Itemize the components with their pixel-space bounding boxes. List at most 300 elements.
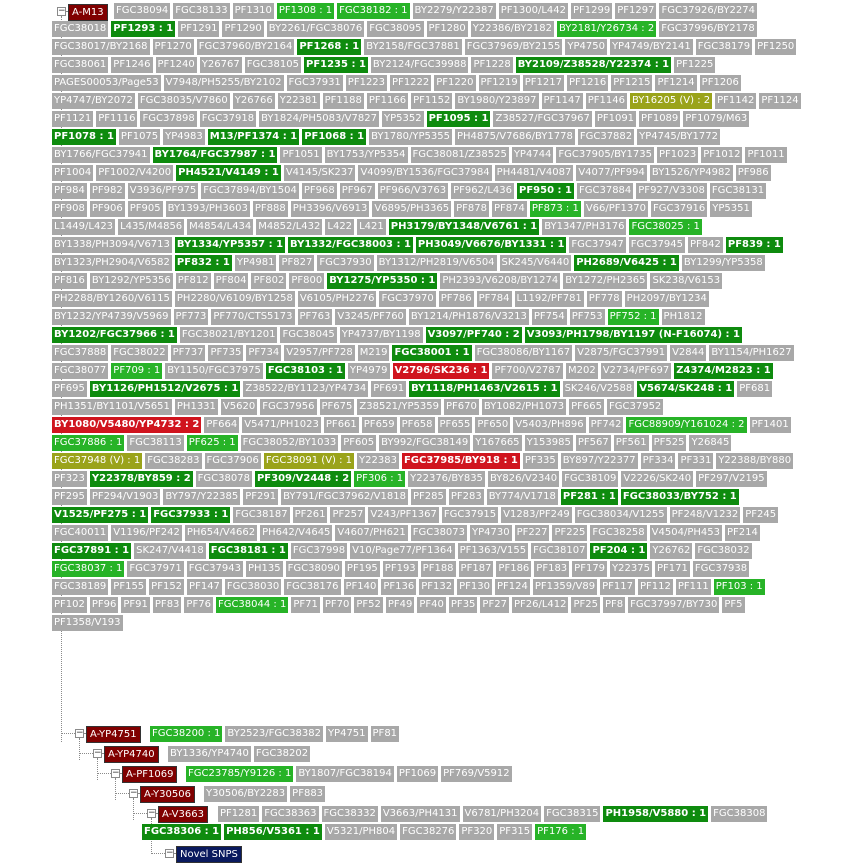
snp-chip[interactable] [324, 417, 359, 433]
snp-chip[interactable] [561, 453, 638, 469]
snp-chip[interactable] [459, 561, 494, 577]
snp-chip[interactable] [587, 291, 622, 307]
snp-chip[interactable] [288, 237, 413, 253]
collapse-toggle-icon[interactable]: − [130, 788, 138, 798]
snp-chip[interactable] [52, 237, 172, 253]
snp-chip[interactable] [52, 399, 172, 415]
snp-chip[interactable] [52, 129, 116, 145]
snp-chip[interactable] [630, 93, 712, 109]
snp-chip[interactable] [563, 381, 635, 397]
snp-chip[interactable] [134, 543, 206, 559]
snp-chip[interactable] [411, 525, 467, 541]
snp-chip[interactable] [187, 579, 222, 595]
snp-chip[interactable] [533, 579, 597, 595]
snp-chip[interactable] [750, 417, 791, 433]
snp-chip[interactable] [149, 579, 184, 595]
snp-chip[interactable] [408, 471, 485, 487]
snp-chip[interactable] [397, 766, 438, 782]
snp-chip[interactable] [449, 489, 484, 505]
snp-chip[interactable] [576, 435, 611, 451]
snp-chip[interactable] [280, 327, 336, 343]
snp-chip[interactable] [678, 453, 713, 469]
snp-chip[interactable] [603, 806, 708, 822]
snp-chip[interactable] [726, 237, 783, 253]
snp-chip[interactable] [530, 201, 581, 217]
snp-chip[interactable] [439, 291, 474, 307]
snp-chip[interactable] [556, 147, 654, 163]
snp-chip[interactable] [615, 3, 656, 19]
snp-chip[interactable] [714, 579, 765, 595]
snp-chip[interactable] [571, 597, 600, 613]
snp-chip[interactable] [531, 543, 587, 559]
snp-chip[interactable] [392, 345, 471, 361]
snp-chip[interactable] [322, 806, 378, 822]
snp-chip[interactable] [320, 399, 355, 415]
snp-chip[interactable] [725, 525, 760, 541]
collapse-toggle-icon[interactable]: − [58, 6, 66, 16]
collapse-toggle-icon[interactable]: − [94, 748, 102, 758]
snp-chip[interactable] [372, 201, 451, 217]
snp-chip[interactable] [174, 309, 209, 325]
snp-chip[interactable] [119, 129, 160, 145]
snp-chip[interactable] [357, 453, 399, 469]
snp-chip[interactable] [216, 597, 288, 613]
snp-chip[interactable] [279, 255, 314, 271]
snp-chip[interactable] [246, 561, 283, 577]
snp-chip[interactable] [371, 381, 406, 397]
snp-chip[interactable] [636, 183, 707, 199]
snp-chip[interactable] [426, 327, 522, 343]
snp-chip[interactable] [317, 255, 373, 271]
snp-chip[interactable] [650, 525, 722, 541]
snp-chip[interactable] [371, 57, 469, 73]
snp-chip[interactable] [341, 435, 376, 451]
snp-chip[interactable] [381, 579, 416, 595]
snp-chip[interactable] [289, 273, 324, 289]
snp-chip[interactable] [688, 237, 723, 253]
snp-chip[interactable] [393, 363, 490, 379]
snp-chip[interactable] [233, 93, 275, 109]
snp-chip[interactable] [676, 579, 711, 595]
snp-chip[interactable] [382, 111, 424, 127]
snp-chip[interactable] [111, 363, 162, 379]
snp-chip[interactable] [477, 291, 512, 307]
snp-chip[interactable] [557, 21, 656, 37]
snp-chip[interactable] [325, 824, 397, 840]
snp-chip[interactable] [208, 129, 299, 145]
snp-chip[interactable] [419, 579, 454, 595]
snp-chip[interactable] [695, 543, 751, 559]
snp-chip[interactable] [346, 75, 387, 91]
snp-chip[interactable] [449, 597, 478, 613]
snp-chip[interactable] [52, 597, 87, 613]
snp-chip[interactable] [601, 363, 672, 379]
snp-chip[interactable] [173, 3, 229, 19]
snp-chip[interactable] [659, 3, 757, 19]
snp-chip[interactable] [589, 417, 624, 433]
snp-chip[interactable] [745, 147, 786, 163]
snp-chip[interactable] [330, 507, 365, 523]
snp-chip[interactable] [500, 255, 572, 271]
snp-chip[interactable] [277, 3, 334, 19]
snp-chip[interactable] [175, 291, 295, 307]
snp-chip[interactable] [298, 309, 333, 325]
snp-chip[interactable] [657, 147, 698, 163]
snp-chip[interactable] [176, 165, 281, 181]
snp-chip[interactable] [475, 417, 510, 433]
snp-chip[interactable] [325, 147, 408, 163]
snp-chip[interactable] [607, 399, 663, 415]
snp-chip[interactable] [327, 273, 437, 289]
snp-chip[interactable] [90, 489, 161, 505]
snp-chip[interactable] [337, 3, 409, 19]
snp-chip[interactable] [145, 453, 201, 469]
snp-chip[interactable] [386, 597, 415, 613]
snp-chip[interactable] [542, 93, 583, 109]
snp-chip[interactable] [409, 381, 559, 397]
snp-chip[interactable] [52, 471, 87, 487]
snp-chip[interactable] [52, 75, 161, 91]
snp-chip[interactable] [552, 525, 587, 541]
snp-chip[interactable] [517, 183, 574, 199]
snp-chip[interactable] [350, 543, 454, 559]
snp-chip[interactable] [513, 417, 585, 433]
snp-chip[interactable] [470, 525, 512, 541]
snp-chip[interactable] [499, 3, 568, 19]
snp-chip[interactable] [52, 147, 150, 163]
snp-chip[interactable] [286, 561, 342, 577]
snp-chip[interactable] [52, 21, 108, 37]
snp-chip[interactable] [621, 489, 739, 505]
snp-chip[interactable] [438, 417, 473, 433]
snp-chip[interactable] [532, 309, 567, 325]
snp-chip[interactable] [52, 543, 131, 559]
snp-chip[interactable] [535, 824, 586, 840]
snp-chip[interactable] [534, 561, 569, 577]
snp-chip[interactable] [111, 579, 146, 595]
snp-chip[interactable] [345, 561, 380, 577]
snp-chip[interactable] [187, 561, 243, 577]
snp-chip[interactable] [200, 57, 242, 73]
snp-chip[interactable] [440, 273, 560, 289]
snp-chip[interactable] [52, 579, 108, 595]
snp-chip[interactable] [52, 57, 108, 73]
collapse-toggle-icon[interactable]: − [148, 808, 156, 818]
snp-chip[interactable] [463, 806, 542, 822]
snp-chip[interactable] [603, 597, 625, 613]
snp-chip[interactable] [175, 399, 218, 415]
snp-chip[interactable] [176, 273, 211, 289]
snp-chip[interactable] [255, 471, 351, 487]
snp-chip[interactable] [224, 824, 322, 840]
snp-chip[interactable] [759, 93, 800, 109]
snp-chip[interactable] [743, 507, 778, 523]
snp-chip[interactable] [291, 201, 370, 217]
snp-chip[interactable] [516, 57, 671, 73]
snp-chip[interactable] [233, 3, 274, 19]
snp-chip[interactable] [473, 435, 521, 451]
snp-chip[interactable] [52, 39, 150, 55]
snp-chip[interactable] [357, 399, 441, 415]
snp-chip[interactable] [348, 363, 390, 379]
snp-chip[interactable] [515, 291, 584, 307]
snp-chip[interactable] [52, 273, 87, 289]
snp-chip[interactable] [367, 21, 423, 37]
snp-chip[interactable] [335, 525, 407, 541]
snp-chip[interactable] [166, 201, 250, 217]
snp-chip[interactable] [221, 399, 257, 415]
snp-chip[interactable] [628, 597, 719, 613]
snp-chip[interactable] [629, 219, 701, 235]
snp-chip[interactable] [304, 57, 368, 73]
snp-chip[interactable] [118, 219, 184, 235]
snp-chip[interactable] [52, 381, 87, 397]
snp-chip[interactable] [151, 507, 230, 523]
snp-chip[interactable] [340, 183, 375, 199]
snp-chip[interactable] [354, 597, 383, 613]
snp-chip[interactable] [608, 309, 659, 325]
snp-chip[interactable] [90, 201, 125, 217]
snp-chip[interactable] [701, 147, 742, 163]
snp-chip[interactable] [259, 111, 379, 127]
snp-chip[interactable] [427, 21, 468, 37]
snp-chip[interactable] [379, 291, 435, 307]
snp-chip[interactable] [638, 579, 673, 595]
snp-chip[interactable] [455, 129, 575, 145]
snp-chip[interactable] [523, 75, 564, 91]
clade-label-a-yp4740[interactable]: A-YP4740 [104, 746, 159, 763]
snp-chip[interactable] [411, 93, 452, 109]
snp-chip[interactable] [569, 399, 604, 415]
snp-chip[interactable] [243, 381, 368, 397]
snp-chip[interactable] [296, 766, 394, 782]
snp-chip[interactable] [590, 543, 647, 559]
snp-chip[interactable] [512, 597, 569, 613]
snp-chip[interactable] [284, 165, 356, 181]
snp-chip[interactable] [670, 507, 741, 523]
snp-chip[interactable] [298, 291, 377, 307]
snp-chip[interactable] [586, 93, 627, 109]
snp-chip[interactable] [111, 57, 152, 73]
snp-chip[interactable] [171, 345, 206, 361]
snp-chip[interactable] [696, 471, 767, 487]
snp-chip[interactable] [260, 399, 316, 415]
snp-chip[interactable] [168, 746, 251, 762]
snp-chip[interactable] [52, 327, 177, 343]
snp-chip[interactable] [209, 543, 288, 559]
snp-chip[interactable] [204, 786, 287, 802]
snp-chip[interactable] [655, 75, 696, 91]
snp-chip[interactable] [711, 806, 767, 822]
snp-chip[interactable] [197, 39, 295, 55]
snp-chip[interactable] [710, 201, 752, 217]
snp-chip[interactable] [114, 3, 170, 19]
snp-chip[interactable] [140, 111, 196, 127]
snp-chip[interactable] [475, 345, 573, 361]
snp-chip[interactable] [184, 597, 213, 613]
snp-chip[interactable] [358, 345, 390, 361]
snp-chip[interactable] [413, 3, 496, 19]
snp-chip[interactable] [637, 129, 720, 145]
snp-chip[interactable] [121, 597, 150, 613]
snp-chip[interactable] [736, 165, 771, 181]
snp-chip[interactable] [575, 345, 667, 361]
snp-chip[interactable] [127, 435, 183, 451]
snp-chip[interactable] [251, 273, 286, 289]
snp-chip[interactable] [390, 75, 431, 91]
snp-chip[interactable] [600, 579, 635, 595]
snp-chip[interactable] [90, 273, 173, 289]
snp-chip[interactable] [52, 417, 201, 433]
snp-chip[interactable] [302, 183, 337, 199]
snp-chip[interactable] [290, 786, 325, 802]
snp-chip[interactable] [458, 543, 529, 559]
snp-chip[interactable] [377, 255, 497, 271]
snp-chip[interactable] [364, 39, 462, 55]
snp-chip[interactable] [722, 597, 744, 613]
snp-chip[interactable] [371, 726, 400, 742]
snp-chip[interactable] [185, 525, 257, 541]
snp-chip[interactable] [52, 435, 124, 451]
snp-chip[interactable] [164, 75, 284, 91]
clade-label-a-pf1069[interactable]: A-PF1069 [122, 766, 177, 783]
snp-chip[interactable] [525, 327, 742, 343]
snp-chip[interactable] [512, 147, 554, 163]
snp-chip[interactable] [389, 219, 539, 235]
snp-chip[interactable] [650, 543, 692, 559]
snp-chip[interactable] [233, 507, 289, 523]
snp-chip[interactable] [369, 129, 452, 145]
snp-chip[interactable] [204, 417, 239, 433]
snp-chip[interactable] [362, 417, 397, 433]
clade-label-novel-snps[interactable]: Novel SNPS [176, 846, 242, 863]
snp-chip[interactable] [256, 219, 322, 235]
snp-chip[interactable] [52, 345, 108, 361]
snp-chip[interactable] [266, 363, 345, 379]
snp-chip[interactable] [96, 165, 173, 181]
snp-chip[interactable] [434, 75, 475, 91]
snp-chip[interactable] [52, 165, 93, 181]
snp-chip[interactable] [700, 75, 741, 91]
snp-chip[interactable] [368, 507, 439, 523]
snp-chip[interactable] [218, 806, 259, 822]
snp-chip[interactable] [625, 291, 709, 307]
snp-chip[interactable] [570, 309, 605, 325]
snp-chip[interactable] [480, 597, 509, 613]
snp-chip[interactable] [242, 417, 321, 433]
snp-chip[interactable] [326, 726, 368, 742]
snp-chip[interactable] [245, 57, 301, 73]
snp-chip[interactable] [264, 453, 354, 469]
snp-chip[interactable] [52, 363, 108, 379]
snp-chip[interactable] [358, 165, 491, 181]
collapse-toggle-icon[interactable]: − [112, 768, 120, 778]
snp-chip[interactable] [409, 309, 529, 325]
snp-chip[interactable] [417, 597, 446, 613]
snp-chip[interactable] [163, 489, 240, 505]
snp-chip[interactable] [471, 21, 554, 37]
snp-chip[interactable] [561, 489, 618, 505]
clade-label-a-m13[interactable]: A-M13 [68, 4, 108, 21]
collapse-toggle-icon[interactable]: − [76, 728, 84, 738]
snp-chip[interactable] [542, 219, 626, 235]
snp-chip[interactable] [52, 453, 142, 469]
snp-chip[interactable] [142, 824, 221, 840]
snp-chip[interactable] [90, 597, 119, 613]
snp-chip[interactable] [441, 766, 512, 782]
snp-chip[interactable] [488, 471, 559, 487]
snp-chip[interactable] [451, 183, 514, 199]
snp-chip[interactable] [650, 273, 722, 289]
clade-label-a-y30506[interactable]: A-Y30506 [140, 786, 195, 803]
snp-chip[interactable] [595, 111, 636, 127]
snp-chip[interactable] [383, 561, 418, 577]
snp-chip[interactable] [153, 597, 182, 613]
snp-chip[interactable] [178, 21, 219, 37]
snp-chip[interactable] [525, 435, 573, 451]
snp-chip[interactable] [670, 345, 706, 361]
snp-chip[interactable] [52, 291, 172, 307]
snp-chip[interactable] [639, 111, 680, 127]
snp-chip[interactable] [569, 237, 625, 253]
collapse-toggle-icon[interactable]: − [166, 848, 174, 858]
snp-chip[interactable] [651, 201, 707, 217]
snp-chip[interactable] [127, 561, 183, 577]
snp-chip[interactable] [52, 489, 87, 505]
snp-chip[interactable] [111, 21, 175, 37]
snp-chip[interactable] [153, 147, 278, 163]
snp-chip[interactable] [163, 129, 205, 145]
snp-chip[interactable] [208, 345, 243, 361]
snp-chip[interactable] [96, 111, 137, 127]
snp-chip[interactable] [262, 806, 318, 822]
snp-chip[interactable] [335, 309, 406, 325]
snp-chip[interactable] [578, 129, 634, 145]
snp-chip[interactable] [281, 489, 408, 505]
snp-chip[interactable] [379, 435, 470, 451]
snp-chip[interactable] [267, 21, 365, 37]
snp-chip[interactable] [205, 453, 261, 469]
snp-chip[interactable] [565, 39, 607, 55]
snp-chip[interactable] [150, 726, 222, 742]
snp-chip[interactable] [52, 615, 123, 631]
snp-chip[interactable] [90, 381, 240, 397]
snp-chip[interactable] [196, 471, 252, 487]
snp-chip[interactable] [710, 183, 766, 199]
snp-chip[interactable] [696, 39, 752, 55]
snp-chip[interactable] [225, 579, 281, 595]
snp-chip[interactable] [674, 363, 772, 379]
snp-chip[interactable] [655, 561, 690, 577]
snp-chip[interactable] [138, 93, 230, 109]
snp-chip[interactable] [563, 273, 647, 289]
snp-chip[interactable] [455, 93, 538, 109]
snp-chip[interactable] [716, 453, 793, 469]
snp-chip[interactable] [180, 327, 278, 343]
snp-chip[interactable] [544, 806, 600, 822]
snp-chip[interactable] [715, 93, 756, 109]
snp-chip[interactable] [186, 766, 293, 782]
snp-chip[interactable] [187, 219, 253, 235]
snp-chip[interactable] [590, 525, 646, 541]
snp-chip[interactable] [637, 381, 734, 397]
snp-chip[interactable] [755, 39, 796, 55]
snp-chip[interactable] [492, 363, 563, 379]
snp-chip[interactable] [284, 345, 355, 361]
snp-chip[interactable] [454, 201, 489, 217]
snp-chip[interactable] [574, 255, 679, 271]
clade-label-a-v3663[interactable]: A-V3663 [158, 806, 208, 823]
